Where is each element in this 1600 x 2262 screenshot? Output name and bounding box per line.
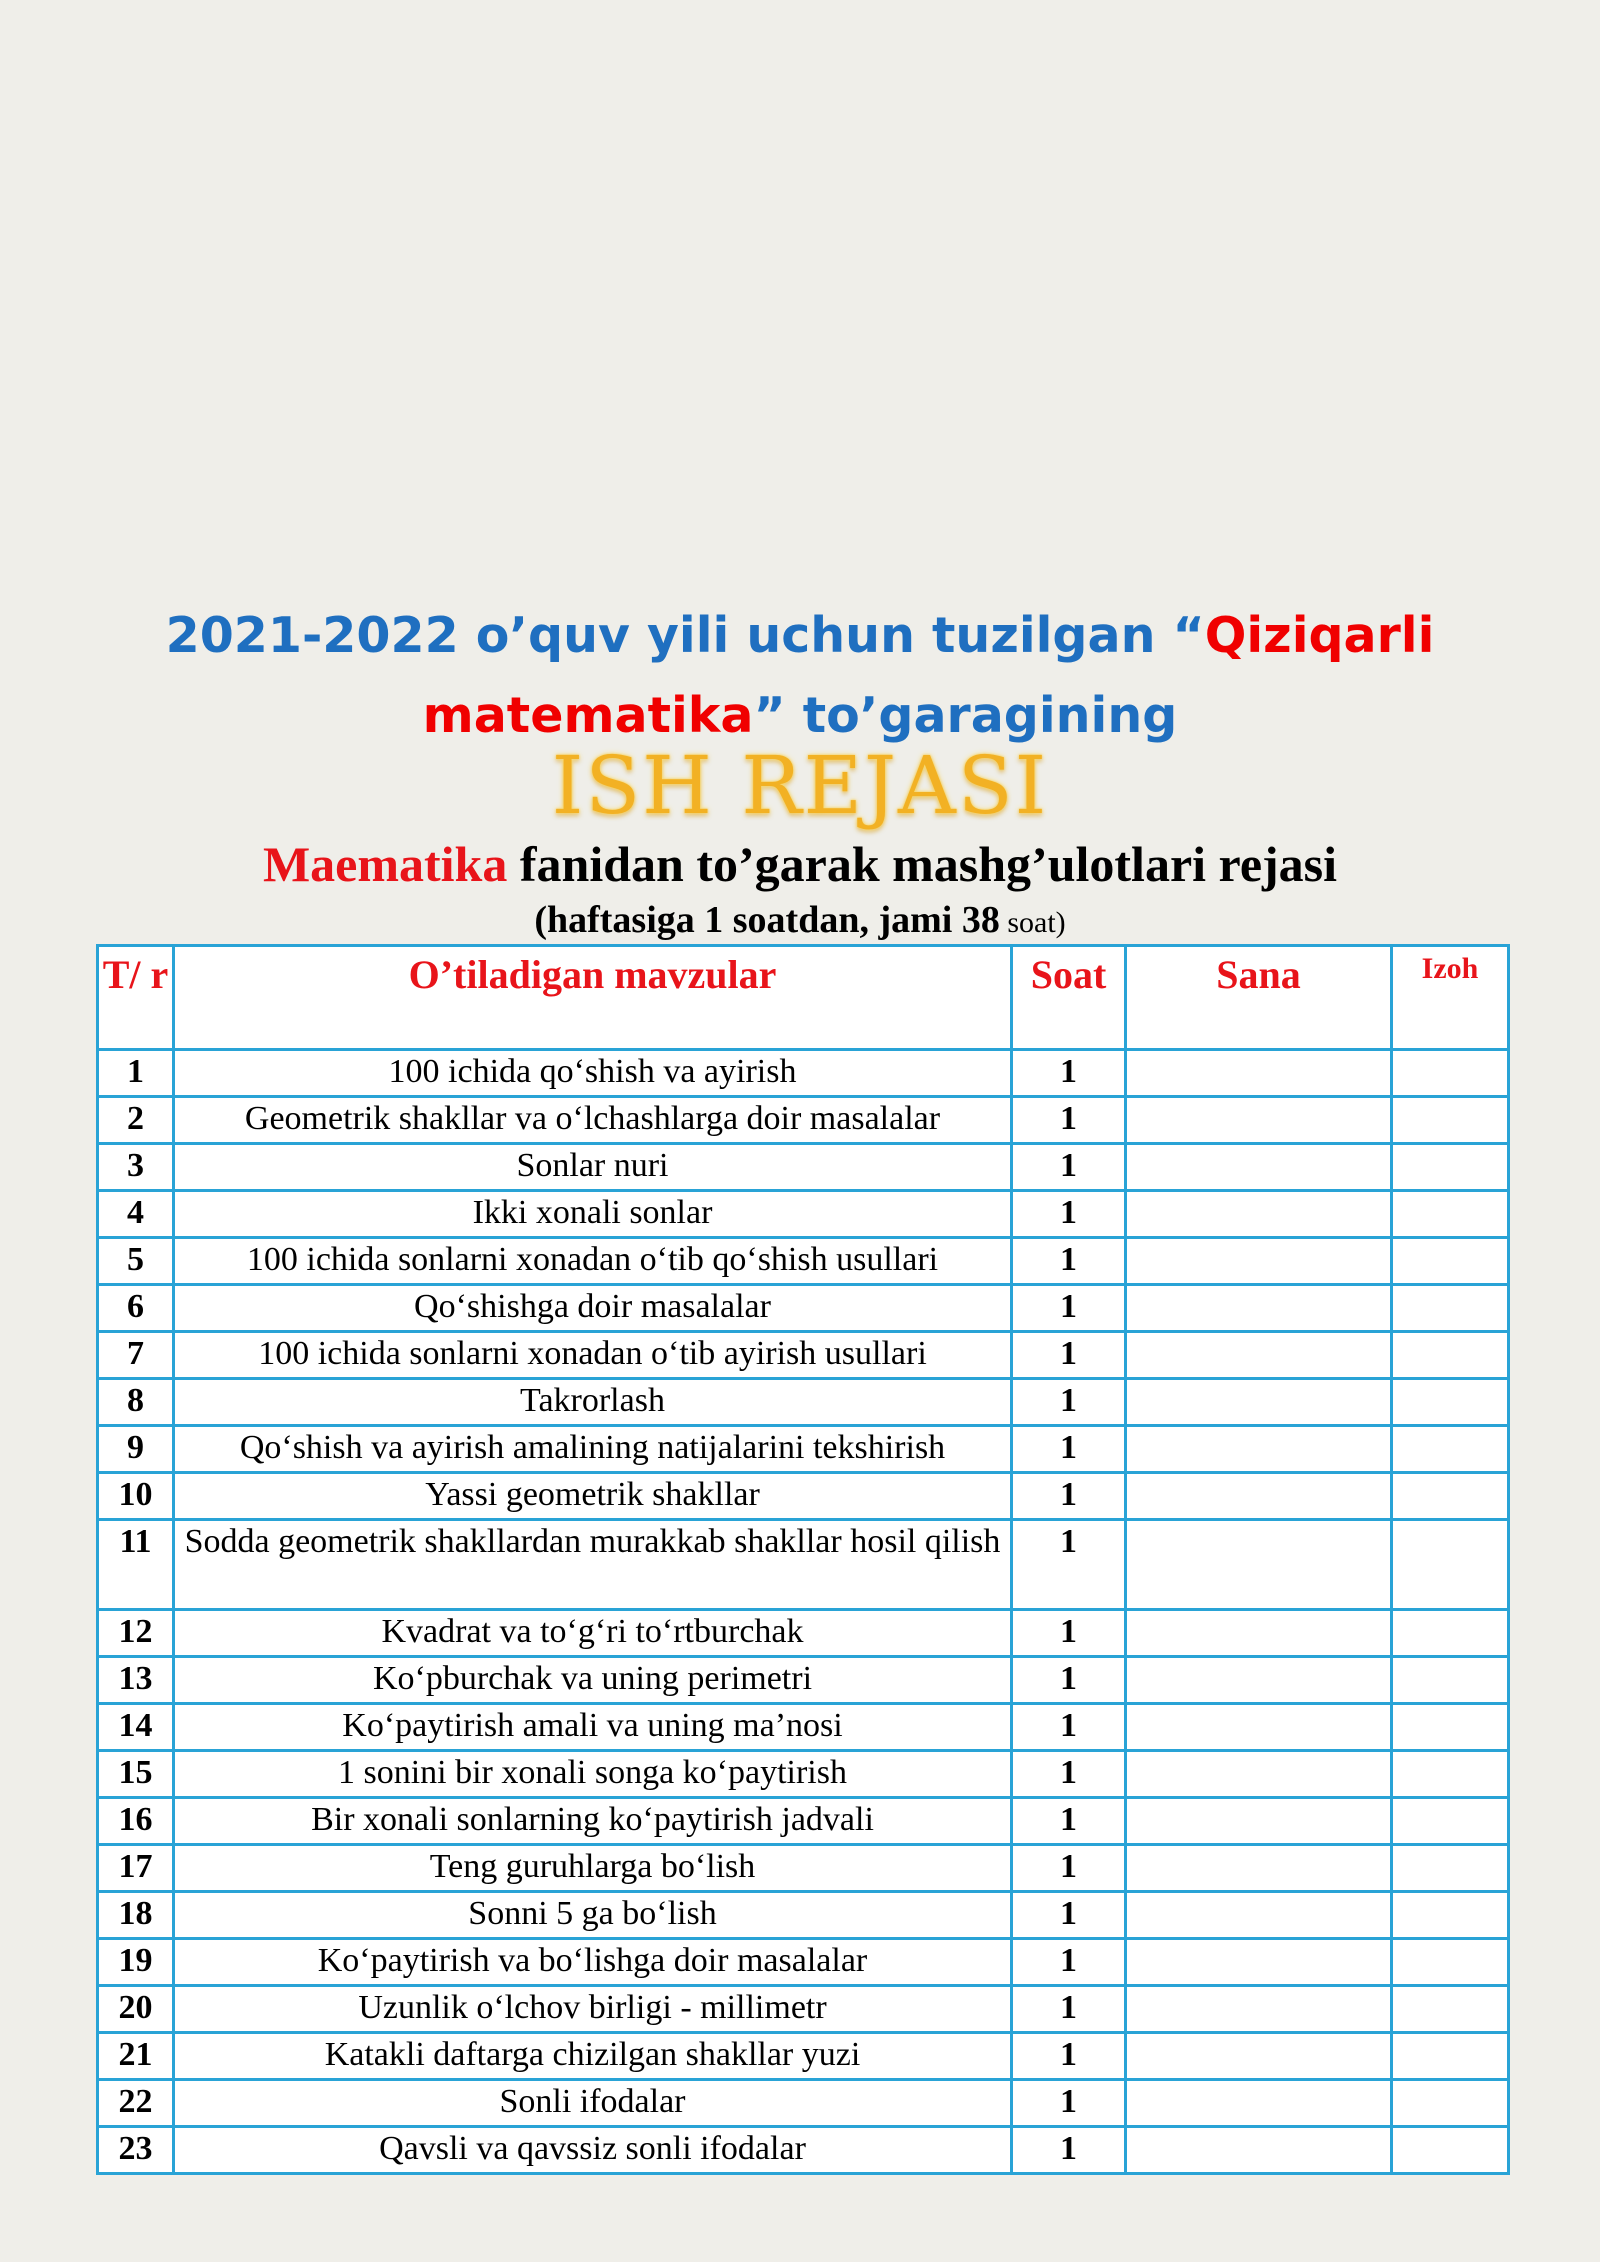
row-topic: Sonlar nuri	[174, 1144, 1012, 1191]
row-date	[1126, 1751, 1392, 1798]
row-topic: 100 ichida qo‘shish va ayirish	[174, 1050, 1012, 1097]
work-plan-decorative-title: ISH REJASI	[551, 739, 1049, 832]
table-row	[98, 2033, 1509, 2080]
heading-suffix: ” to’garagining	[753, 687, 1178, 744]
row-topic: 100 ichida sonlarni xonadan o‘tib qo‘shish usullari	[174, 1238, 1012, 1285]
hours-note	[0, 895, 1600, 948]
table-row	[98, 1426, 1509, 1473]
row-topic: Qo‘shishga doir masalalar	[174, 1285, 1012, 1332]
row-topic: Sonni 5 ga bo‘lish	[174, 1892, 1012, 1939]
row-topic: Teng guruhlarga bo‘lish	[174, 1845, 1012, 1892]
row-number: 23	[98, 2127, 174, 2174]
row-number: 9	[98, 1426, 174, 1473]
subtitle-rest: fanidan to’garak mashg’ulotlari rejasi	[507, 836, 1338, 892]
row-date	[1126, 1520, 1392, 1610]
row-note	[1392, 1520, 1509, 1610]
row-hours: 1	[1012, 1191, 1126, 1238]
row-hours: 1	[1012, 1238, 1126, 1285]
row-hours: 1	[1012, 1050, 1126, 1097]
row-hours: 1	[1012, 2127, 1126, 2174]
row-number: 12	[98, 1610, 174, 1657]
table-row	[98, 1097, 1509, 1144]
row-hours: 1	[1012, 1751, 1126, 1798]
row-number: 22	[98, 2080, 174, 2127]
row-date	[1126, 1610, 1392, 1657]
row-date	[1126, 1332, 1392, 1379]
table-row	[98, 1751, 1509, 1798]
table-row	[98, 2080, 1509, 2127]
row-number: 11	[98, 1520, 174, 1610]
row-number: 4	[98, 1191, 174, 1238]
table-row	[98, 1144, 1509, 1191]
row-note	[1392, 1379, 1509, 1426]
row-date	[1126, 1191, 1392, 1238]
table-row	[98, 1610, 1509, 1657]
row-hours: 1	[1012, 1426, 1126, 1473]
row-number: 13	[98, 1657, 174, 1704]
row-date	[1126, 1238, 1392, 1285]
row-hours: 1	[1012, 1285, 1126, 1332]
row-number: 15	[98, 1751, 174, 1798]
row-date	[1126, 1986, 1392, 2033]
row-hours: 1	[1012, 1939, 1126, 1986]
table-row	[98, 1939, 1509, 1986]
row-number: 17	[98, 1845, 174, 1892]
row-topic: 1 sonini bir xonali songa ko‘paytirish	[174, 1751, 1012, 1798]
subject-name: Maematika	[262, 836, 508, 892]
row-topic: Katakli daftarga chizilgan shakllar yuzi	[174, 2033, 1012, 2080]
header-hours: Soat	[1012, 946, 1126, 1050]
row-number: 14	[98, 1704, 174, 1751]
plan-subtitle	[0, 832, 1600, 896]
row-hours: 1	[1012, 1520, 1126, 1610]
row-hours: 1	[1012, 2033, 1126, 2080]
table-row	[98, 1798, 1509, 1845]
table-header-row	[98, 946, 1509, 1050]
row-topic: Sodda geometrik shakllardan murakkab shakllar hosil qilish	[174, 1520, 1012, 1610]
table-row	[98, 1191, 1509, 1238]
table-body	[98, 1050, 1509, 2174]
row-note	[1392, 1191, 1509, 1238]
lesson-plan-table	[96, 944, 1510, 2175]
row-topic: Ko‘paytirish va bo‘lishga doir masalalar	[174, 1939, 1012, 1986]
row-note	[1392, 1845, 1509, 1892]
row-number: 20	[98, 1986, 174, 2033]
row-date	[1126, 1285, 1392, 1332]
row-number: 21	[98, 2033, 174, 2080]
table-row	[98, 1845, 1509, 1892]
row-number: 2	[98, 1097, 174, 1144]
row-hours: 1	[1012, 1097, 1126, 1144]
table-row	[98, 1238, 1509, 1285]
row-topic: Takrorlash	[174, 1379, 1012, 1426]
row-note	[1392, 2127, 1509, 2174]
row-topic: Bir xonali sonlarning ko‘paytirish jadvali	[174, 1798, 1012, 1845]
row-topic: Qo‘shish va ayirish amalining natijalarini tekshirish	[174, 1426, 1012, 1473]
row-hours: 1	[1012, 1704, 1126, 1751]
row-note	[1392, 1986, 1509, 2033]
row-date	[1126, 1473, 1392, 1520]
header-number: T/ r	[98, 946, 174, 1050]
table-row	[98, 1332, 1509, 1379]
row-number: 19	[98, 1939, 174, 1986]
row-hours: 1	[1012, 1379, 1126, 1426]
row-note	[1392, 2080, 1509, 2127]
row-topic: Geometrik shakllar va o‘lchashlarga doir masalalar	[174, 1097, 1012, 1144]
table-row	[98, 1473, 1509, 1520]
row-date	[1126, 2080, 1392, 2127]
row-number: 3	[98, 1144, 174, 1191]
row-date	[1126, 1845, 1392, 1892]
row-date	[1126, 2033, 1392, 2080]
row-number: 16	[98, 1798, 174, 1845]
document-heading	[0, 596, 1600, 756]
row-note	[1392, 1473, 1509, 1520]
row-date	[1126, 1704, 1392, 1751]
row-number: 7	[98, 1332, 174, 1379]
heading-prefix: 2021-2022 o’quv yili uchun tuzilgan “	[165, 607, 1205, 664]
row-topic: Sonli ifodalar	[174, 2080, 1012, 2127]
table-row	[98, 2127, 1509, 2174]
row-number: 10	[98, 1473, 174, 1520]
row-hours: 1	[1012, 1657, 1126, 1704]
row-date	[1126, 1657, 1392, 1704]
row-note	[1392, 1892, 1509, 1939]
table-row	[98, 1986, 1509, 2033]
table-row	[98, 1704, 1509, 1751]
row-note	[1392, 1285, 1509, 1332]
row-topic: Ikki xonali sonlar	[174, 1191, 1012, 1238]
row-note	[1392, 1751, 1509, 1798]
row-topic: 100 ichida sonlarni xonadan o‘tib ayirish usullari	[174, 1332, 1012, 1379]
row-note	[1392, 1798, 1509, 1845]
row-topic: Ko‘pburchak va uning perimetri	[174, 1657, 1012, 1704]
table-row	[98, 1379, 1509, 1426]
header-date: Sana	[1126, 946, 1392, 1050]
row-note	[1392, 2033, 1509, 2080]
row-date	[1126, 1939, 1392, 1986]
row-number: 1	[98, 1050, 174, 1097]
row-note	[1392, 1426, 1509, 1473]
hours-note-main: (haftasiga 1 soatdan, jami 38	[534, 899, 1000, 941]
row-hours: 1	[1012, 1798, 1126, 1845]
table-row	[98, 1285, 1509, 1332]
row-date	[1126, 1426, 1392, 1473]
heading-club-name-part1: Qiziqarli	[1204, 607, 1435, 664]
row-note	[1392, 1657, 1509, 1704]
row-number: 5	[98, 1238, 174, 1285]
header-note: Izoh	[1392, 946, 1509, 1050]
row-number: 6	[98, 1285, 174, 1332]
row-hours: 1	[1012, 1892, 1126, 1939]
row-note	[1392, 1050, 1509, 1097]
row-hours: 1	[1012, 1986, 1126, 2033]
row-date	[1126, 1892, 1392, 1939]
table-row	[98, 1657, 1509, 1704]
row-date	[1126, 1050, 1392, 1097]
row-date	[1126, 1097, 1392, 1144]
row-topic: Qavsli va qavssiz sonli ifodalar	[174, 2127, 1012, 2174]
table-row	[98, 1520, 1509, 1610]
hours-note-unit: soat)	[999, 906, 1066, 939]
row-number: 18	[98, 1892, 174, 1939]
heading-club-name-part2: matematika	[422, 687, 754, 744]
heading-line-1	[0, 596, 1600, 676]
row-topic: Kvadrat va to‘g‘ri to‘rtburchak	[174, 1610, 1012, 1657]
row-date	[1126, 1144, 1392, 1191]
row-note	[1392, 1704, 1509, 1751]
row-topic: Ko‘paytirish amali va uning ma’nosi	[174, 1704, 1012, 1751]
row-topic: Uzunlik o‘lchov birligi - millimetr	[174, 1986, 1012, 2033]
row-hours: 1	[1012, 1473, 1126, 1520]
row-note	[1392, 1238, 1509, 1285]
row-date	[1126, 1379, 1392, 1426]
row-hours: 1	[1012, 1610, 1126, 1657]
row-date	[1126, 2127, 1392, 2174]
table-row	[98, 1892, 1509, 1939]
header-topics: O’tiladigan mavzular	[174, 946, 1012, 1050]
row-hours: 1	[1012, 1144, 1126, 1191]
row-hours: 1	[1012, 2080, 1126, 2127]
row-hours: 1	[1012, 1332, 1126, 1379]
row-note	[1392, 1610, 1509, 1657]
row-note	[1392, 1939, 1509, 1986]
row-note	[1392, 1332, 1509, 1379]
row-date	[1126, 1798, 1392, 1845]
row-hours: 1	[1012, 1845, 1126, 1892]
row-number: 8	[98, 1379, 174, 1426]
table-row	[98, 1050, 1509, 1097]
row-note	[1392, 1144, 1509, 1191]
row-topic: Yassi geometrik shakllar	[174, 1473, 1012, 1520]
row-note	[1392, 1097, 1509, 1144]
